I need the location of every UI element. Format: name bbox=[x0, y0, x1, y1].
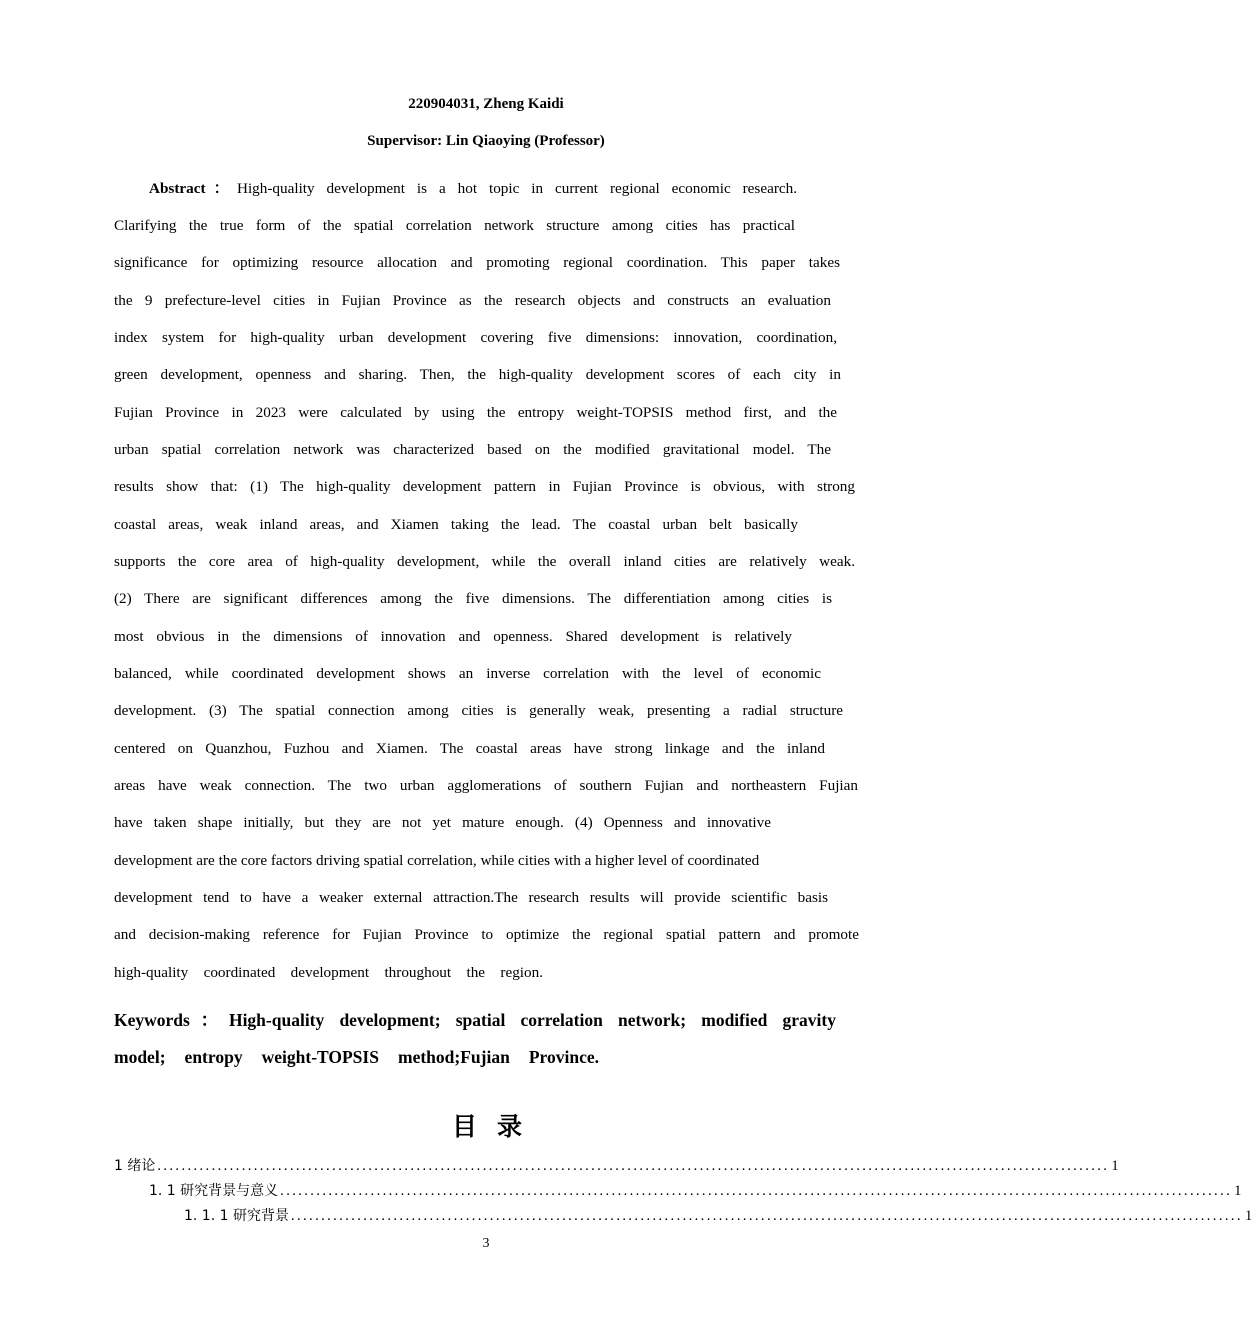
abstract-line: and decision-making reference for Fujian Province to optimize the regional spatial pattern and promote bbox=[114, 926, 859, 943]
abstract-line: have taken shape initially, but they are not yet mature enough. (4) Openness and innovative bbox=[114, 814, 771, 831]
abstract-line: most obvious in the dimensions of innovation and openness. Shared development is relatively bbox=[114, 628, 792, 645]
abstract-line: centered on Quanzhou, Fuzhou and Xiamen. The coastal areas have strong linkage and the inland bbox=[114, 740, 825, 757]
keywords-line: Keywords：High-quality development; spatial correlation network; modified gravity bbox=[114, 1010, 836, 1030]
abstract-line: urban spatial correlation network was characterized based on the modified gravitational model. The bbox=[114, 441, 831, 458]
toc-entry[interactable] bbox=[114, 1156, 1119, 1176]
abstract-line: development. (3) The spatial connection among cities is generally weak, presenting a radial structure bbox=[114, 702, 843, 719]
abstract-line: results show that: (1) The high-quality development pattern in Fujian Province is obvious, with strong bbox=[114, 478, 855, 495]
toc-dot-leader: .............................................................................................................................................................. bbox=[290, 1208, 1243, 1224]
abstract-line: Fujian Province in 2023 were calculated by using the entropy weight-TOPSIS method first, and the bbox=[114, 404, 837, 421]
toc-entry[interactable] bbox=[149, 1181, 1242, 1201]
toc-entry[interactable] bbox=[184, 1206, 1252, 1226]
abstract-line: supports the core area of high-quality development, while the overall inland cities are relatively weak. bbox=[114, 553, 855, 570]
abstract-line: coastal areas, weak inland areas, and Xiamen taking the lead. The coastal urban belt basically bbox=[114, 516, 798, 533]
abstract-line: areas have weak connection. The two urban agglomerations of southern Fujian and northeastern Fujian bbox=[114, 777, 858, 794]
abstract-line: development are the core factors driving spatial correlation, while cities with a higher level of coordinated bbox=[114, 852, 760, 869]
page-number: 3 bbox=[482, 1236, 490, 1251]
abstract-line: Clarifying the true form of the spatial correlation network structure among cities has practical bbox=[114, 217, 795, 234]
abstract-line: high-quality coordinated development throughout the region. bbox=[114, 964, 543, 981]
abstract-line: the 9 prefecture-level cities in Fujian Province as the research objects and constructs an evaluation bbox=[114, 292, 831, 309]
abstract-line bbox=[149, 179, 797, 199]
abstract-line: development tend to have a weaker external attraction.The research results will provide scientific basis bbox=[114, 889, 828, 906]
abstract-line: (2) There are significant differences among the five dimensions. The differentiation among cities is bbox=[114, 590, 832, 607]
abstract-line: green development, openness and sharing. Then, the high-quality development scores of each city in bbox=[114, 366, 841, 383]
toc-dot-leader: .............................................................................................................................................................. bbox=[280, 1183, 1233, 1199]
toc-entry-label: 1. 1 研究背景与意义 bbox=[149, 1183, 279, 1199]
abstract-line: significance for optimizing resource allocation and promoting regional coordination. This paper takes bbox=[114, 254, 840, 271]
abstract-line: balanced, while coordinated development shows an inverse correlation with the level of economic bbox=[114, 665, 821, 682]
toc-entry-page: 1 bbox=[1111, 1158, 1119, 1174]
toc-entry-page: 1 bbox=[1234, 1183, 1242, 1199]
toc-entry-label: 1. 1. 1 研究背景 bbox=[184, 1208, 289, 1224]
supervisor-line: Supervisor: Lin Qiaoying (Professor) bbox=[367, 133, 605, 149]
toc-entry-page: 1 bbox=[1244, 1208, 1252, 1224]
toc-entry-label: 1 绪论 bbox=[114, 1158, 156, 1174]
abstract-line: index system for high-quality urban development covering five dimensions: innovation, coordination, bbox=[114, 329, 837, 346]
toc-dot-leader: .............................................................................................................................................................. bbox=[157, 1158, 1110, 1174]
toc-title: 目录 bbox=[451, 1112, 542, 1141]
abstract-line-text: High-quality development is a hot topic in current regional economic research. bbox=[236, 180, 798, 197]
keywords-line: model; entropy weight-TOPSIS method;Fujian Province. bbox=[114, 1047, 599, 1067]
author-line: 220904031, Zheng Kaidi bbox=[408, 96, 564, 112]
abstract-label: Abstract： bbox=[149, 180, 237, 197]
